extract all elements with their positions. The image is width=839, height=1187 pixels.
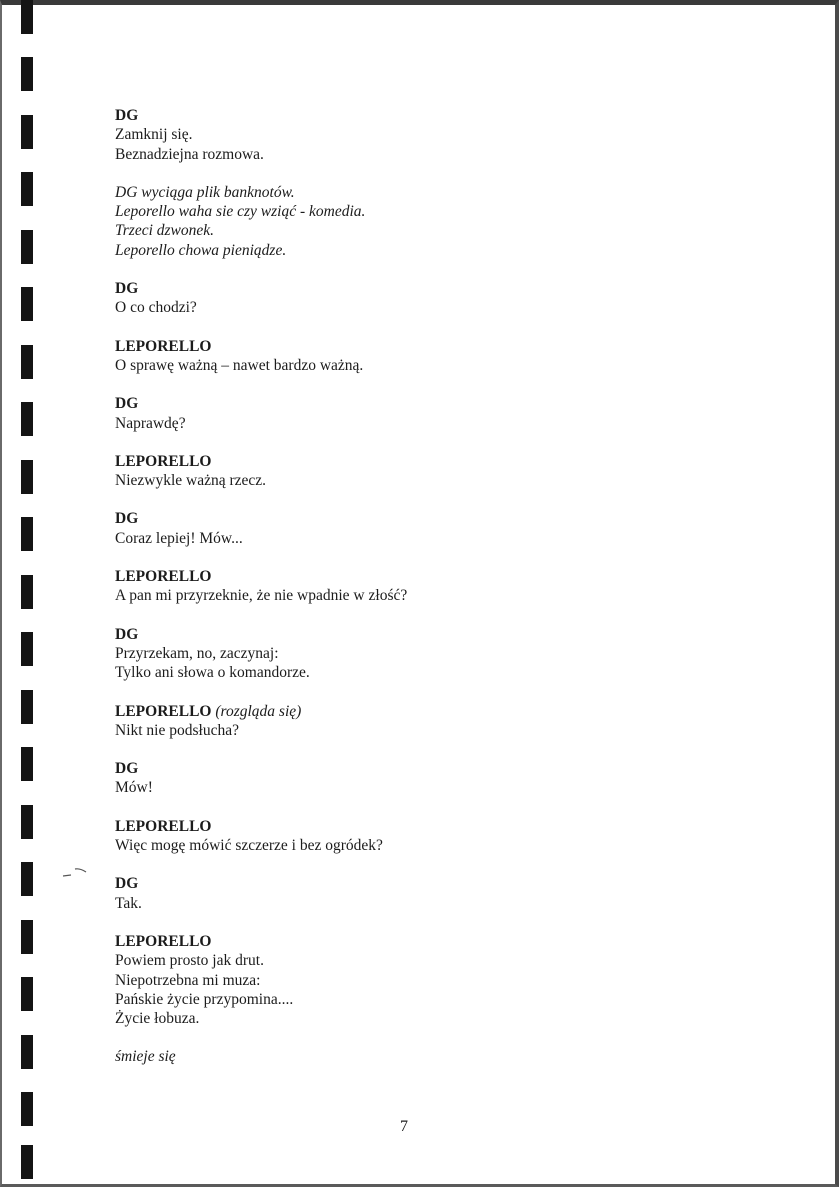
dialogue-line: Więc mogę mówić szczerze i bez ogródek?: [115, 837, 383, 855]
dialogue-block: [115, 337, 755, 376]
speaker-name: DG: [115, 625, 139, 643]
binding-mark: [21, 460, 33, 494]
dialogue-block: [115, 817, 755, 856]
binding-mark: [21, 1035, 33, 1069]
binding-mark: [21, 747, 33, 781]
speaker-name: DG: [115, 875, 139, 893]
binding-mark: [21, 57, 33, 91]
binding-mark: [21, 920, 33, 954]
dialogue-block: [115, 394, 755, 433]
stage-direction: Leporello waha sie czy wziąć - komedia.: [115, 203, 366, 221]
dialogue-block: [115, 279, 755, 318]
dialogue-block: [115, 759, 755, 798]
dialogue-block: [115, 452, 755, 491]
binding-mark: [21, 805, 33, 839]
dialogue-line: Beznadziejna rozmowa.: [115, 145, 264, 163]
script-body: [115, 106, 755, 1086]
dialogue-line: Powiem prosto jak drut.: [115, 952, 264, 970]
dialogue-block: [115, 932, 755, 1028]
dialogue-line: O sprawę ważną – nawet bardzo ważną.: [115, 356, 364, 374]
speaker-name: LEPORELLO: [115, 932, 212, 950]
dialogue-block: [115, 106, 755, 164]
binding-mark: [21, 230, 33, 264]
dialogue-line: Niezwykle ważną rzecz.: [115, 472, 267, 490]
dialogue-line: Naprawdę?: [115, 414, 186, 432]
page-number: 7: [400, 1118, 408, 1135]
dialogue-line: Niepotrzebna mi muza:: [115, 971, 261, 989]
speaker-name: LEPORELLO: [115, 337, 212, 355]
speaker-name: LEPORELLO: [115, 702, 212, 720]
dialogue-line: Pańskie życie przypomina....: [115, 990, 294, 1008]
binding-mark: [21, 402, 33, 436]
dialogue-block: [115, 874, 755, 913]
speaker-name: LEPORELLO: [115, 817, 212, 835]
stage-direction: śmieje się: [115, 1048, 176, 1066]
stage-direction-block: [115, 183, 755, 260]
dialogue-block: [115, 509, 755, 548]
pencil-mark: [62, 866, 88, 878]
dialogue-block: [115, 567, 755, 606]
stage-direction: Leporello chowa pieniądze.: [115, 241, 287, 259]
dialogue-line: Zamknij się.: [115, 126, 193, 144]
binding-mark: [21, 632, 33, 666]
binding-mark: [21, 575, 33, 609]
speaker-name: LEPORELLO: [115, 452, 212, 470]
speaker-name: DG: [115, 510, 139, 528]
binding-mark: [21, 690, 33, 724]
dialogue-block: [115, 625, 755, 683]
speaker-name: DG: [115, 107, 139, 124]
dialogue-line: Tak.: [115, 894, 142, 912]
dialogue-line: Mów!: [115, 779, 153, 797]
binding-mark: [21, 115, 33, 149]
dialogue-line: Życie łobuza.: [115, 1010, 200, 1028]
binding-mark: [21, 977, 33, 1011]
speaker-name: DG: [115, 280, 139, 298]
binding-mark: [21, 345, 33, 379]
binding-mark: [21, 862, 33, 896]
dialogue-line: Nikt nie podsłucha?: [115, 721, 239, 739]
dialogue-block: [115, 702, 755, 741]
dialogue-line: Tylko ani słowa o komandorze.: [115, 664, 310, 682]
binding-mark: [21, 517, 33, 551]
stage-direction: Trzeci dzwonek.: [115, 222, 215, 240]
binding-mark: [21, 1092, 33, 1126]
dialogue-line: Coraz lepiej! Mów...: [115, 529, 243, 547]
speaker-name: DG: [115, 760, 139, 778]
stage-direction-block: [115, 1047, 755, 1066]
dialogue-line: O co chodzi?: [115, 299, 197, 317]
dialogue-line: Przyrzekam, no, zaczynaj:: [115, 644, 279, 662]
binding-mark: [21, 0, 33, 34]
binding-mark: [21, 1145, 33, 1179]
binding-mark: [21, 287, 33, 321]
speaker-name: LEPORELLO: [115, 568, 212, 586]
binding-mark: [21, 172, 33, 206]
speaker-note: (rozgląda się): [215, 702, 302, 720]
dialogue-line: A pan mi przyrzeknie, że nie wpadnie w złość?: [115, 587, 408, 605]
stage-direction: DG wyciąga plik banknotów.: [115, 183, 295, 201]
speaker-name: DG: [115, 395, 139, 413]
